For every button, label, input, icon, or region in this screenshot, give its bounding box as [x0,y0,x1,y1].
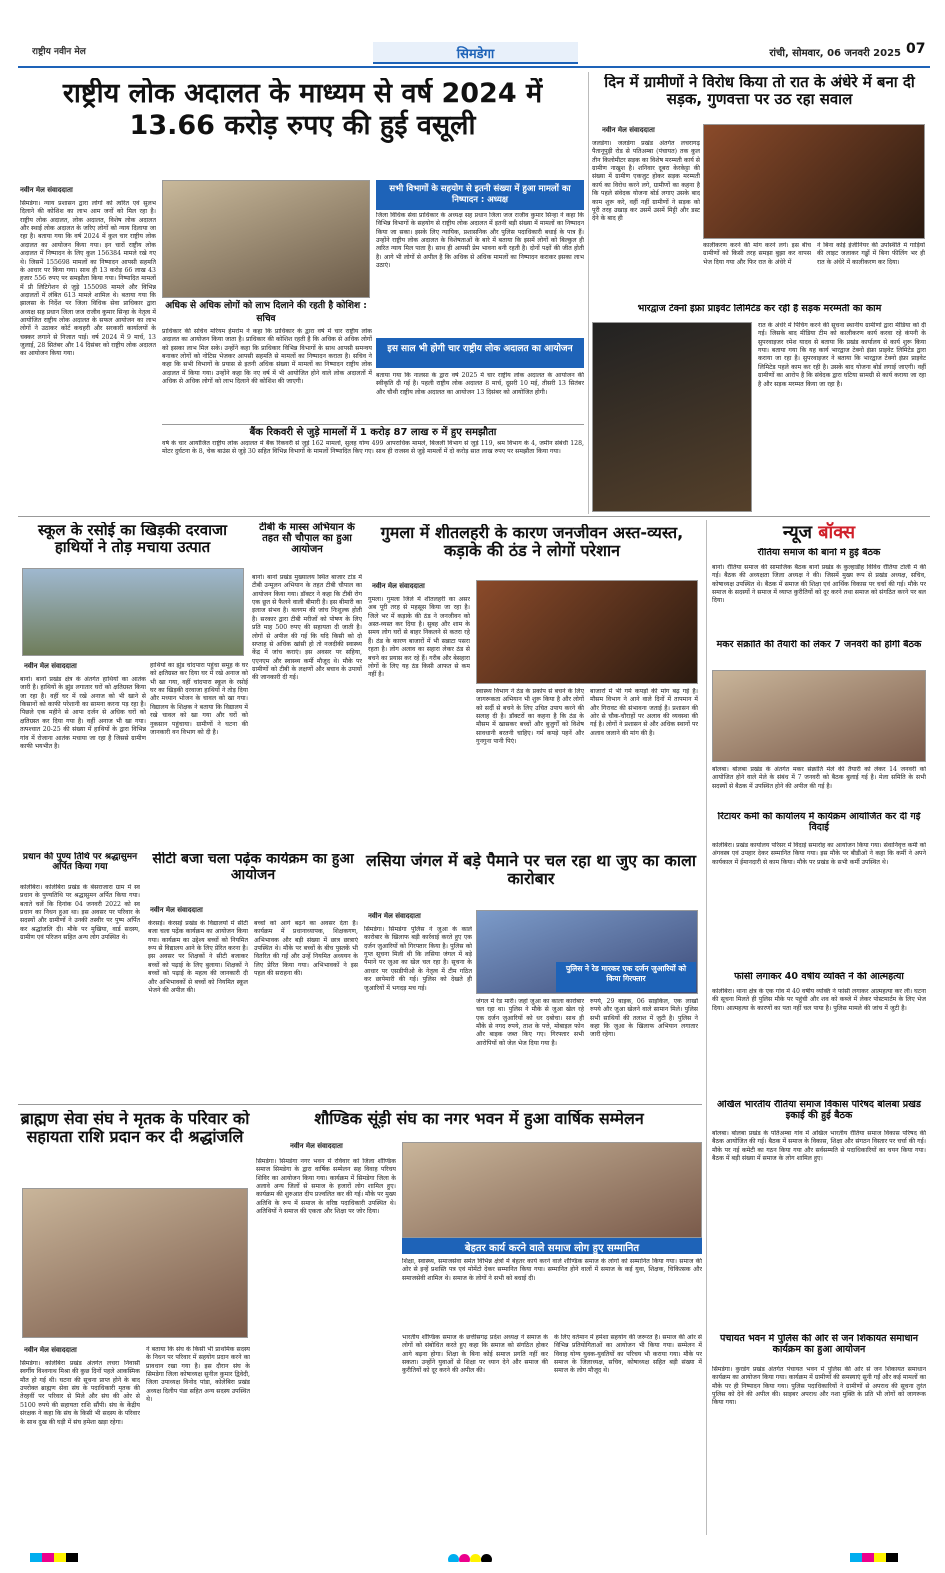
nb-s1-text: बानो। रौतिया समाज की सामाजिक बैठक बानो प्रखंड के कुल्हाडीह विविध रौतिया टोली में की गई। बैठक की अध्यक्षता जिला अध्यक्ष ने की। जिसमें मुख्य रूप से प्रखंड अध्यक्ष, सचिव, कोषाध्यक्ष उपस्थित थे। बैठक में समाज की शिक्षा एवं आर्थिक विकास पर चर्चा की गई। मौके पर समाज के सदस्यों ने समाज में व्याप्त कुरीतियों को दूर करने तथा समाज को संगठित करने पर बल दिया। [712,564,926,605]
shaundik-photo-caption: बेहतर कार्य करने वाले समाज लोग हुए सम्मानित [402,1238,702,1254]
lead-box2-text: बताया गया कि नालसा के द्वारा वर्ष 2025 में चार राष्ट्रीय लोक अदालत के आयोजन की स्वीकृति दी गई है। पहली राष्ट्रीय लोक अदालत 8 मार्च, दूसरी 10 मई, तीसरी 13 सितंबर और चौथी राष्ट्रीय लोक अदालत का आयोजन 13 दिसंबर को आयोजित होगी। [376,372,584,396]
lead-headline: राष्ट्रीय लोक अदालत के माध्यम से वर्ष 2024 में 13.66 करोड़ रुपए की हुई वसूली [62,78,543,141]
lead-photo-caption: अधिक से अधिक लोगों को लाभ दिलाने की रहती है कोशिश : सचिव [162,298,370,324]
shaundik-text1: सिमडेगा। सिमडेगा नगर भवन में रविवार को जिला शौण्डिक समाज सिमडेगा के द्वारा वार्षिक सम्मेलन सह विवाह परिचय शिविर का आयोजन किया गया। कार्यक्रम में सिमडेगा जिला के अलावे अन्य जिलों से समाज के हजारों लोग शामिल हुए। कार्यक्रम की शुरुआत दीप प्रज्वलित कर की गई। मौके पर मुख्य अतिथि के रूप में समाज के वरिष्ठ पदाधिकारी उपस्थित थे। अतिथियों ने समाज की एकता और शिक्षा पर जोर दिया। [256,1158,396,1216]
registration-marks-center [448,1550,508,1562]
section-rule-2 [18,1104,702,1105]
brahmin-text: सिमडेगा। कोलेबिरा प्रखंड अंतर्गत लचरा निवासी स्वर्गीय विश्वनाथ मिश्रा की कुछ दिनों पहले आकस्मिक मौत हो गई थी। घटना की सूचना प्राप्त होने के बाद उपरोक्त ब्राह्मण सेवा संघ के पदाधिकारी मृतक की तेरहवीं पर परिवार से मिले और संघ की ओर से 5100 रुपये की सहायता राशि सौंपी। संघ के केंद्रीय संरक्षक ने कहा कि संघ के किसी भी सदस्य के परिवार के साथ दुख की घड़ी में संघ हमेशा खड़ा रहेगा। [20,1360,140,1426]
brahmin-text2: ने बताया कि संघ के किसी भी प्राथमिक सदस्य के निधन पर परिवार में सहयोग प्रदान करने का प्रावधान रखा गया है। इस दौरान संघ के सिमडेगा जिला कोषाध्यक्ष सुनील कुमार द्विवेदी, जिला उपाध्यक्ष विनोद पांडा, कोलेबिरा प्रखंड अध्यक्ष दिलीप पंडा सहित अन्य सदस्य उपस्थित थे। [146,1346,250,1404]
road-text1: जलडेगा। जलडेगा प्रखंड अंतर्गत लचरागढ़ पैतानूपुड़ी रोड से पतिअम्बा (पंचायत) तक कुल तीन किलोमीटर सड़क का विशेष मरम्मती कार्य से ग्रामीण नाखुश है। शनिवार दूबरा केरकेट्टा की संख्या में ग्रामीण एकजुट होकर सड़क मरम्मती कार्य का विरोध करने लगे, ग्रामीणों का कहना है कि पहले संवेदक योजना बोर्ड लगाए उसके बाद काम शुरू करे, वहीं नहीं ग्रामीणों ने सड़क को पूरी तरह उखाड़ कर उसमें उसमें मिट्टी और डस्ट देने के बाद ही [592,140,700,223]
lasiya-byline: नवीन मेल संवाददाता [368,912,421,920]
tb-headline: टीबी के मास्स अभियान के तहत सौ चौपाल का हुआ आयोजन [259,522,355,556]
lead-intro: सिमडेगा। न्याय प्रशासन द्वारा लोगों को त्वरित एवं सुलभ दिलाने की कोशिश का लाभ आम जनों को मिल रहा है। राष्ट्रीय लोक अदालत, लोक अदालत, विशेष लोक अदालत और स्थाई लोक अदालत के जरिए लोगों को न्याय दिलाया जा रहा है। बताया गया कि वर्ष 2024 में कुल चार राष्ट्रीय लोक अदालत का आयोजन किया गया। इन चारों राष्ट्रीय लोक अदालत में निष्पादन के लिए कुल 156384 मामले रखे गए थे। जिसमें 155698 मामलों का निष्पादन आपसी सहमति के आधार पर किया गया। साथ ही 13 करोड़ 66 लाख 43 हजार 556 रुपए पर समझौता किया गया। निष्पादित मामलों में प्री लिटिगेशन से जुड़े 155098 मामले और विभिन्न अदालतों में लंबित 613 मामले शामिल थे। बताया गया कि झालसा के निर्देश पर जिला विधिक सेवा प्राधिकार द्वारा अध्यक्ष सह प्रधान जिला जज राजीव कुमार सिन्हा के नेतृत्व में आयोजित राष्ट्रीय लोक अदालत के सफल आयोजन का लाभ लोगों ने उठाकर कोर्ट कचहरी और सरकारी कार्यालयों के चक्कर लगाने से निजात पाई। वर्ष 2024 में 9 मार्च, 13 जुलाई, 28 सितंबर और 14 दिसंबर को राष्ट्रीय लोक अदालत का आयोजन किया गया। [20,200,156,358]
school-text: बानो। बानो प्रखंड क्षेत्र के अंतर्गत हाथियों का आतंक जारी है। हाथियों के झुंड लगातार घरों को क्षतिग्रस्त किया जा रहा है। वहीं घर में रखे अनाज को भी खाने से किसानों को काफी परेशानी का सामना करना पड़ रहा है। पिछले एक महीने से आपा दर्जन से अधिक घरों को क्षतिग्रस्त कर दिया गया है। वहीं अनाज भी खा गया। तत्पश्चात 20-25 की संख्या में हाथियों के द्वारा विभिन्न गांव में रोजाना आतंक मचाया जा रहा है जिससे ग्रामीण काफी भयभीत है। [20,676,146,750]
page-number: 07 [906,41,926,57]
masthead [18,38,930,64]
brahmin-byline: नवीन मेल संवाददाता [24,1346,77,1354]
lasiya-photo-caption: पुलिस ने रेड मारकर एक दर्जन जुआरियों को किया गिरफ्तार [556,962,696,992]
school-photo [22,568,244,656]
date-line: रांची, सोमवार, 06 जनवरी 2025 [769,48,901,59]
pratham-text: कोलेबिरा। कोलेबिरा प्रखंड के बेसराजारा ग्राम में स्व प्रधान के पुण्यतिथि पर श्रद्धासुमन अर्पित किया गया। बताते चलें कि दिनांक 04 जनवरी 2022 को स्व प्रधान का निधन हुआ था। इस अवसर पर परिवार के सदस्यों और ग्रामीणों ने उनकी तस्वीर पर पुष्प अर्पित कर श्रद्धांजलि दी। मौके पर मुखिया, वार्ड सदस्य, ग्रामीण एवं परिजन सहित अन्य लोग उपस्थित थे। [20,884,140,942]
lead-bank-title: बैंक रिकवरी से जुड़े मामलों में 1 करोड़ 87 लाख रु में हुए समझौता [162,424,584,438]
registration-marks-right [850,1550,930,1562]
masthead-rule [18,66,930,68]
column-rule-2 [706,520,707,1535]
road-text3: ने बिना कोई इंजीनियर की उपस्थिति में गाड़ियों की लाइट जलाकर गड्ढों में बिना फीलिंग भर ही रात के अंधेरे में कालीकरण कर दिया। [817,242,925,266]
lead-box1-title: सभी विभागों के सहयोग से इतनी संख्या में हुआ मामलों का निष्पादन : अध्यक्ष [376,180,584,210]
gumla-photo [476,580,698,684]
section-rule-1 [18,516,930,517]
citi-text1: केरसई। केरसई प्रखंड के विद्यालयों में सीटी बजा चला पढ़ेंक कार्यक्रम का आयोजन किया गया। कार्यक्रम का उद्देश्य बच्चों को नियमित रूप से विद्यालय आने के लिए प्रेरित करना है। इस अवसर पर शिक्षकों ने सीटी बजाकर बच्चों को पढ़ाई के लिए बुलाया। शिक्षकों ने बच्चों को पढ़ाई के महत्व की जानकारी दी और अभिभावकों से बच्चों को नियमित स्कूल भेजने की अपील की। [148,920,248,994]
lasiya-text1: सिमडेगा। सिमडेगा पुलिस ने जुआ के काले कारोबार के खिलाफ बड़ी कार्रवाई करते हुए एक दर्जन जुआरियों को गिरफ्तार किया है। पुलिस को गुप्त सूचना मिली थी कि लसिया जंगल में बड़े पैमाने पर जुआ का खेल चल रहा है। सूचना के आधार पर एसडीपीओ के नेतृत्व में टीम गठित कर छापेमारी की गई। पुलिस को देखते ही जुआरियों में भगदड़ मच गई। [364,926,472,992]
gumla-text3: बाजारों में भी गर्म कपड़ों की मांग बढ़ गई है। मौसम विभाग ने आने वाले दिनों में तापमान में और गिरावट की संभावना जताई है। प्रशासन की ओर से चौक-चौराहों पर अलाव की व्यवस्था की गई है। लोगों ने प्रशासन से और अधिक स्थानों पर अलाव जलाने की मांग की है। [590,688,698,737]
school-text2: हाथियों का झुंड चांदपारा पहुंचा समूह के घर को क्षतिग्रस्त कर दिया घर में रखे अनाज को भी खा गया, वहीं चांदपारा स्कूल के रसोई घर का खिड़की दरवाजा हाथियों ने तोड़ दिया और मध्यान भोजन के चावल को खा गया। विद्यालय के शिक्षक ने बताया कि विद्यालय में रखे चावल को खा गया और घरों को नुकसान पहुंचाया। ग्रामीणों ने घटना की जानकारी वन विभाग को दी है। [150,662,248,736]
nb-s4-text: कोलेबिरा। थाना क्षेत्र के एक गांव में 40 वर्षीय व्यक्ति ने फांसी लगाकर आत्महत्या कर ली। घटना की सूचना मिलते ही पुलिस मौके पर पहुंची और शव को कब्जे में लेकर पोस्टमार्टम के लिए भेज दिया। आत्महत्या के कारणों का पता नहीं चल पाया है। पुलिस मामले की जांच में जुटी है। [712,988,926,1012]
school-byline: नवीन मेल संवाददाता [24,662,77,670]
news-box-title-b: बॉक्स [818,522,856,543]
road-headline: दिन में ग्रामीणों ने विरोध किया तो रात के अंधेरे में बना दी सड़क, गुणवत्ता पर उठ रहा सवाल [604,74,915,108]
shaundik-photo [402,1142,702,1238]
lasiya-headline: लसिया जंगल में बड़े पैमाने पर चल रहा था जुए का काला कारोबार [366,852,696,888]
gumla-text1: गुमला। गुमला जिले में शीतलहरी का असर अब पूरी तरह से महसूस किया जा रहा है। जिले भर में कड़ाके की ठंड ने जनजीवन को अस्त-व्यस्त कर दिया है। सुबह और शाम के समय लोग घरों से बाहर निकलने से कतरा रहे हैं। ठंड के कारण बाजारों में भी सन्नाटा पसरा रहता है। लोग अलाव का सहारा लेकर ठंड से बचने का प्रयास कर रहे हैं। गरीब और बेसहारा लोगों के लिए यह ठंड किसी आफत से कम नहीं है। [368,596,470,679]
road-photo-work [592,322,752,512]
lead-box2-title: इस साल भी होगी चार राष्ट्रीय लोक अदालत का आयोजन [376,338,584,368]
brahmin-headline: ब्राह्मण सेवा संघ ने मृतक के परिवार को सहायता राशि प्रदान कर दी श्रद्धांजलि [20,1110,250,1146]
nb-s5-head: अखिल भारतीय रौतिया समाज विकास परिषद बोलबा प्रखंड इकाई की हुई बैठक [717,1100,921,1121]
paper-logo: राष्ट्रीय नवीन मेल [32,47,86,57]
shaundik-text2: भारतीय शौण्डिक समाज के छत्तीसगढ़ प्रदेश अध्यक्ष ने समाज के लोगों को संबोधित करते हुए कहा कि समाज को संगठित होकर आगे बढ़ना होगा। शिक्षा के बिना कोई समाज प्रगति नहीं कर सकता। उन्होंने युवाओं से शिक्षा पर ध्यान देने और समाज की कुरीतियों को दूर करने की अपील की। [402,1334,548,1375]
nb-s4-head: फांसी लगाकर 40 वर्षीय व्यक्ति ने की आत्महत्या [734,972,904,982]
nb-s3-head: रिटायर कर्मी को कार्यालय में कार्यक्रम आयोजित कर दी गई विदाई [717,812,921,833]
shaundik-byline: नवीन मेल संवाददाता [290,1142,343,1150]
road-subhead: भारद्वाज टेक्नो इंफ्रा प्राइवेट लिमिटेड कर रही है सड़क मरम्मती का काम [637,304,882,314]
lasiya-text3: रुपये, 29 बाइक, 06 साइकिल, एक लाखों रुपये और जुआ खेलने वाले सामान मिले। पुलिस सभी साथियों की तलाश में जुटी है। पुलिस ने कहा कि जुआ के खिलाफ अभियान लगातार जारी रहेगा। [590,998,698,1039]
gumla-text2: स्वास्थ्य विभाग ने ठंड के प्रकोप से बचने के लिए जागरूकता अभियान भी शुरू किया है और लोगों को सर्दी से बचने के लिए उचित उपाय करने की सलाह दी है। डॉक्टरों का कहना है कि ठंड के मौसम में खासकर बच्चों और बुजुर्गों को विशेष सावधानी बरतनी चाहिए। गर्म कपड़े पहनें और गुनगुना पानी पिएं। [476,688,584,746]
tb-text: बानो। बानो प्रखंड मुख्यालय स्थित बाजार टांड में टीबी उन्मूलन अभियान के तहत टीबी चौपाल का आयोजन किया गया। डॉक्टर ने कहा कि टीबी रोग एक छूत से फैलने वाली बीमारी है। इस बीमारी का इलाज संभव है। बलगम की जांच निःशुल्क होती है। सरकार द्वारा टीबी मरीजों को पोषण के लिए प्रति माह 500 रुपए की सहायता दी जाती है। लोगों से अपील की गई कि यदि किसी को दो सप्ताह से अधिक खांसी हो तो नजदीकी स्वास्थ्य केंद्र में जांच कराएं। इस अवसर पर सहिया, एएनएम और स्वास्थ्य कर्मी मौजूद थे। मौके पर ग्रामीणों को टीबी के लक्षणों और बचाव के उपायों की जानकारी दी गई। [252,574,362,682]
nb-s2-head: मकर संक्रांति की तैयारी को लेकर 7 जनवरी को होगी बैठक [716,640,922,650]
citi-headline: सीटी बजा चला पढ़ेंक कार्यक्रम का हुआ आयोजन [152,852,354,883]
lead-secretary-text: प्राधिकार की सचिव मरियम हेमरोम ने कहा कि प्राधिकार के द्वारा वर्ष में चार राष्ट्रीय लोक अदालत का आयोजन किया जाता है। प्राधिकार की कोशिश रहती है कि अधिक से अधिक लोगों को इसका लाभ मिल सके। उन्होंने कहा कि प्राधिकार विभिन्न विभागों के साथ आपसी समन्वय बनाकर लोगों को नोटिस भेजकर आपसी सहमति से मामलों का निष्पादन कराता है। सचिव ने कहा कि सभी विभागों के प्रयास से इतनी अधिक संख्या में मामलों का निष्पादन राष्ट्रीय लोक अदालत में किया गया। उन्होंने कहा कि नए वर्ष में भी आयोजित होने वाले लोक अदालतों में अधिक से अधिक लोगों को लाभ दिलाने की कोशिश की जाएगी। [162,328,372,386]
nb-s2-photo [712,670,926,762]
news-box-title [710,520,928,546]
school-headline: स्कूल के रसोई का खिड़की दरवाजा हाथियों ने तोड़ मचाया उत्पात [37,522,227,556]
pratham-headline: प्रधान की पुण्य तिथि पर श्रद्धासुमन अर्पित किया गया [22,852,138,873]
nb-s5-text: बोलबा। बोलबा प्रखंड के पतिअम्बा गांव में अखिल भारतीय रौतिया समाज विकास परिषद की बैठक आयोजित की गई। बैठक में समाज के विकास, शिक्षा और संगठन विस्तार पर चर्चा की गई। मौके पर नई कमेटी का गठन किया गया और सर्वसम्मति से पदाधिकारियों का चयन किया गया। बैठक में बड़ी संख्या में समाज के लोग शामिल हुए। [712,1130,926,1163]
lead-box1-text: जिला विधिक सेवा प्राधिकार के अध्यक्ष सह प्रधान जिला जज राजीव कुमार सिन्हा ने कहा कि विभिन्न विभागों के सहयोग से राष्ट्रीय लोक अदालत में इतनी बड़ी संख्या में मामलों का निष्पादन किया जा सका। इसके लिए न्यायिक, प्रशासनिक और पुलिस पदाधिकारी बधाई के पात्र हैं। उन्होंने राष्ट्रीय लोक अदालत के विशेषताओं के बारे में बताया कि इसमें लोगों को बिल्कुल ही त्वरित न्याय मिल पाता है। साथ ही आपसी प्रेम भावना बनी रहती है। दोनों पक्षों की जीत होती है। आगे भी लोगों से अपील है कि अधिक से अधिक मामलों का निष्पादन कराकर इसका लाभ उठाएं। [376,212,584,270]
road-byline: नवीन मेल संवाददाता [602,126,655,134]
lasiya-text2: जंगल में रेड मारी। जहां जुआ का काला कारोबार चल रहा था। पुलिस ने मौके से जुआ खेल रहे एक दर्जन जुआरियों को धर दबोचा। साथ ही मौके से नगद रुपये, ताश के पत्ते, मोबाइल फोन और बाइक जब्त किए गए। गिरफ्तार सभी आरोपियों को जेल भेज दिया गया है। [476,998,584,1047]
lead-photo [162,180,370,298]
road-text2: कालीकरण करने की मांग करने लगे। इस बीच ग्रामीणों को किसी तरह समझा बुझा कर वापस भेज दिया गया और फिर रात के अंधेरे में [703,242,811,266]
nb-s2-text: बोलबा। बोलबा प्रखंड के अंतर्गत मकर संक्रांति मेले की तैयारी को लेकर 14 जनवरी को आयोजित होने वाले मेले के संबंध में 7 जनवरी को बैठक बुलाई गई है। मेला समिति के सभी सदस्यों से बैठक में उपस्थित होने की अपील की गई है। [712,766,926,790]
citi-byline: नवीन मेल संवाददाता [150,906,203,914]
road-photo-night [703,124,925,239]
shaundik-award-text: शिक्षा, स्वास्थ्य, समाजसेवा समेत विभिन्न क्षेत्रों में बेहतर कार्य करने वाले शौण्डिक समाज के लोगों को सम्मानित किया गया। समाज की ओर से इन्हें प्रशस्ति पत्र एवं मोमेंटो देकर सम्मानित किया गया। सम्मानित होने वालों में समाज के कई युवा, शिक्षक, चिकित्सक और समाजसेवी शामिल थे। समाज के लोगों ने सभी को बधाई दी। [402,1258,702,1282]
news-box-title-a: न्यूज [782,522,819,543]
road-text4: रात के अंधेरे में पिचिंग करने की सूचना स्थानीय ग्रामीणों द्वारा मीडिया को दी गई। जिसके बाद मीडिया टीम को कालीकरण कार्य करवा रहे कंपनी के सुपरवाइजर रमेश यादव से बताया कि प्रखंड कार्यालय से कार्य शुरू किया गया। बताया गया कि यह कार्य भारद्वाज टेक्नो इंफ्रा प्राइवेट लिमिटेड द्वारा कराया जा रहा है। सुपरवाइजर ने बताया कि भारद्वाज टेक्नो इंफ्रा प्राइवेट लिमिटेड पहले काम कर रही है। उसके बाद योजना बोर्ड लगाई जाएगी। वहीं ग्रामीणों का आरोप है कि संवेदक द्वारा घटिया सामग्री से कार्य कराया जा रहा है और सड़क मरम्मत किया जा रहा है। [758,322,926,388]
nb-s6-text: सिमडेगा। कुरडेग प्रखंड अंतर्गत पंचायत भवन में पुलिस की ओर से जन शिकायत समाधान कार्यक्रम का आयोजन किया गया। कार्यक्रम में ग्रामीणों की समस्याएं सुनी गईं और कई मामलों का मौके पर ही निष्पादन किया गया। पुलिस पदाधिकारियों ने ग्रामीणों से अपराध की सूचना तुरंत पुलिस को देने की अपील की। साइबर अपराध और नशा मुक्ति के प्रति भी लोगों को जागरूक किया गया। [712,1366,926,1407]
shaundik-text3: के लिए वर्तमान में हमेशा सहयोग की जरूरत है। समाज की ओर से विभिन्न प्रतियोगिताओं का आयोजन भी किया गया। सम्मेलन में विवाह योग्य युवक-युवतियों का परिचय भी कराया गया। मौके पर समाज के जिलाध्यक्ष, सचिव, कोषाध्यक्ष सहित बड़ी संख्या में समाज के लोग मौजूद थे। [554,1334,702,1375]
nb-s1-head: रौतिया समाज की बानो में हुई बैठक [757,548,881,558]
nb-s6-head: पंचायत भवन में पुलिस की ओर से जन शिकायत समाधान कार्यक्रम का हुआ आयोजन [719,1334,919,1355]
column-rule [588,72,589,514]
section-name: सिमडेगा [456,47,495,62]
lead-bank-text: वर्ष के चार आयोजित राष्ट्रीय लोक अदालत में बैंक रिकवरी से जुड़े 162 मामलों, सुलह योग्य 499 आपराधिक मामले, बिजली विभाग से जुड़े 119, श्रम विभाग के 4, जमीन संबंधी 128, मोटर दुर्घटना के 8, चेक बाउंस से जुड़े 30 सहित विभिन्न विभागों के मामलों निष्पादित किए गए। साथ ही राजस्व से जुड़े मामलों में दो करोड़ सात लाख रुपए पर समझौता किया गया। [162,440,584,456]
gumla-byline: नवीन मेल संवाददाता [372,582,425,590]
brahmin-photo [22,1188,248,1338]
registration-marks-left [30,1550,110,1562]
shaundik-headline: शौण्डिक सूंड़ी संघ का नगर भवन में हुआ वार्षिक सम्मेलन [314,1110,644,1128]
lead-byline: नवीन मेल संवाददाता [20,186,73,194]
gumla-headline: गुमला में शीतलहरी के कारण जनजीवन अस्त-व्यस्त, कड़ाके की ठंड ने लोगों परेशान [380,524,684,560]
citi-text2: बच्चों को आगे बढ़ने का अवसर देता है। कार्यक्रम में प्रधानाध्यापक, शिक्षकगण, अभिभावक और बड़ी संख्या में छात्र छात्राएं उपस्थित थे। मौके पर बच्चों के बीच पुस्तकें भी वितरित की गईं और उन्हें नियमित अध्ययन के लिए प्रेरित किया गया। अभिभावकों ने इस पहल की सराहना की। [254,920,358,978]
nb-s3-text: कोलेबिरा। प्रखंड कार्यालय परिसर में विदाई समारोह का आयोजन किया गया। सेवानिवृत्त कर्मी को अंगवस्त्र एवं उपहार देकर सम्मानित किया गया। इस मौके पर बीडीओ ने कहा कि कर्मी ने अपने कार्यकाल में ईमानदारी से काम किया। मौके पर प्रखंड के सभी कर्मी उपस्थित थे। [712,842,926,866]
